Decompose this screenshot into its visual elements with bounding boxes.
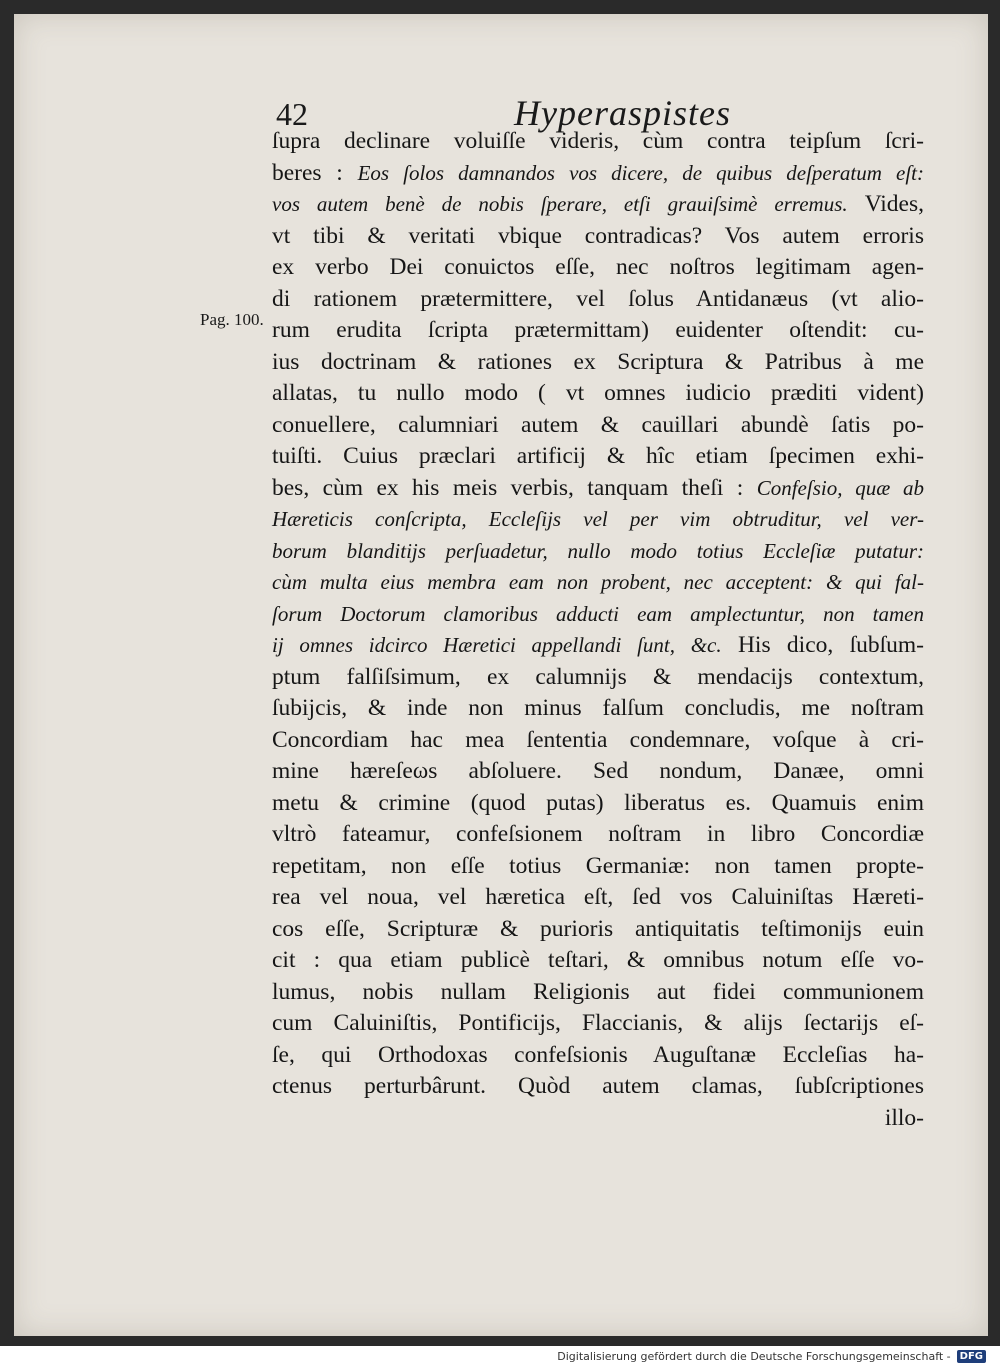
text-line xyxy=(272,158,924,190)
text-line xyxy=(272,977,924,1009)
text-segment: conuellere, calumniari autem & cauillari abundè ſatis po- xyxy=(272,411,924,438)
text-line xyxy=(272,693,924,725)
text-segment: rum erudita ſcripta prætermittam) euidenter oſtendit: cu- xyxy=(272,317,924,343)
text-segment: cos eſſe, Scripturæ & purioris antiquitatis teſtimonijs euin xyxy=(272,915,924,942)
text-segment: cum Caluiniſtis, Pontificijs, Flaccianis, & alijs ſectarijs eſ- xyxy=(272,1010,924,1036)
italic-segment: Confeſsio, quæ ab xyxy=(756,475,924,500)
text-line xyxy=(272,473,924,505)
text-line xyxy=(272,630,924,662)
text-line xyxy=(272,756,924,788)
text-line xyxy=(272,819,924,851)
text-segment: ctenus perturbârunt. Quòd autem clamas, ſubſcriptiones xyxy=(272,1073,924,1099)
text-segment: allatas, tu nullo modo ( vt omnes iudicio præditi vident) xyxy=(272,380,924,406)
text-line xyxy=(272,882,924,914)
text-line xyxy=(272,1071,924,1103)
text-line xyxy=(272,221,924,253)
text-line xyxy=(272,945,924,977)
italic-segment: cùm multa eius membra eam non probent, nec acceptent: & qui fal- xyxy=(272,570,924,594)
page-number: 42 xyxy=(276,96,308,132)
text-line xyxy=(272,347,924,379)
text-segment: cit : qua etiam publicè teſtari, & omnibus notum eſſe vo- xyxy=(272,947,924,973)
text-segment: ſupra declinare voluiſſe videris, cùm contra teipſum ſcri- xyxy=(272,128,924,154)
text-line xyxy=(272,567,924,599)
margin-note: Pag. 100. xyxy=(200,310,264,329)
italic-segment: borum blanditijs perſuadetur, nullo modo totius Eccleſiæ putatur: xyxy=(272,538,924,563)
running-head: Hyperaspistes xyxy=(514,93,731,133)
text-segment: di rationem prætermittere, vel ſolus Antidanæus (vt alio- xyxy=(272,285,924,312)
text-segment: His dico, ſubſum- xyxy=(721,632,924,658)
text-line xyxy=(272,189,924,221)
text-segment: vt tibi & veritati vbique contradicas? Vos autem erroris xyxy=(272,222,924,249)
text-segment: ſe, qui Orthodoxas confeſsionis Auguſtanæ Eccleſias ha- xyxy=(272,1041,924,1068)
text-segment: vltrò fateamur, confeſsionem noſtram in libro Concordiæ xyxy=(272,821,924,847)
footer-credit: Digitalisierung gefördert durch die Deutsche Forschungsgemeinschaft - xyxy=(557,1349,951,1363)
text-line xyxy=(272,378,924,410)
text-line xyxy=(272,662,924,694)
text-line xyxy=(272,252,924,284)
text-line xyxy=(272,599,924,631)
text-segment: metu & crimine (quod putas) liberatus es. Quamuis enim xyxy=(272,789,924,816)
text-segment: mine hæreſeωs abſoluere. Sed nondum, Danæe, omni xyxy=(272,758,924,784)
italic-segment: vos autem benè de nobis ſperare, etſi grauiſsimè erremus. xyxy=(272,192,848,216)
text-segment: ſubijcis, & inde non minus falſum concludis, me noſtram xyxy=(272,695,924,721)
text-line xyxy=(272,536,924,568)
text-line xyxy=(272,788,924,820)
text-line xyxy=(272,315,924,347)
text-segment: Vides, xyxy=(847,191,925,217)
italic-segment: ſorum Doctorum clamoribus adducti eam amplectuntur, non tamen xyxy=(272,601,924,626)
dfg-logo: DFG xyxy=(957,1350,986,1363)
text-line xyxy=(272,914,924,946)
text-segment: tuiſti. Cuius præclari artificij & hîc etiam ſpecimen exhi- xyxy=(272,443,924,469)
text-line xyxy=(272,410,924,442)
text-segment: ptum falſiſsimum, ex calumnijs & mendacijs contextum, xyxy=(272,663,924,690)
text-segment: ius doctrinam & rationes ex Scriptura & Patribus à me xyxy=(272,348,924,375)
italic-segment: Hæreticis conſcripta, Eccleſijs vel per vim obtruditur, vel ver- xyxy=(272,507,924,531)
text-line xyxy=(272,725,924,757)
text-segment: rea vel noua, vel hæretica eſt, ſed vos Caluiniſtas Hæreti- xyxy=(272,884,924,910)
text-line xyxy=(272,126,924,158)
italic-segment: Eos ſolos damnandos vos dicere, de quibus deſperatum eſt: xyxy=(357,160,924,185)
text-line xyxy=(272,1008,924,1040)
body-text xyxy=(272,126,924,1134)
text-segment: bes, cùm ex his meis verbis, tanquam theſi : xyxy=(272,474,757,501)
text-line xyxy=(272,284,924,316)
text-line xyxy=(272,851,924,883)
text-line xyxy=(272,1040,924,1072)
text-segment: lumus, nobis nullam Religionis aut fidei communionem xyxy=(272,978,924,1005)
text-segment: repetitam, non eſſe totius Germaniæ: non tamen propte- xyxy=(272,852,924,879)
footer xyxy=(0,1346,1000,1366)
text-segment: ex verbo Dei conuictos eſſe, nec noſtros legitimam agen- xyxy=(272,254,924,280)
text-line xyxy=(272,504,924,536)
catchword: illo- xyxy=(884,1104,924,1131)
text-segment: Concordiam hac mea ſententia condemnare, voſque à cri- xyxy=(272,726,924,753)
text-line xyxy=(272,441,924,473)
italic-segment: ij omnes idcirco Hæretici appellandi ſunt, &c. xyxy=(272,633,722,657)
text-segment: beres : xyxy=(272,159,358,186)
